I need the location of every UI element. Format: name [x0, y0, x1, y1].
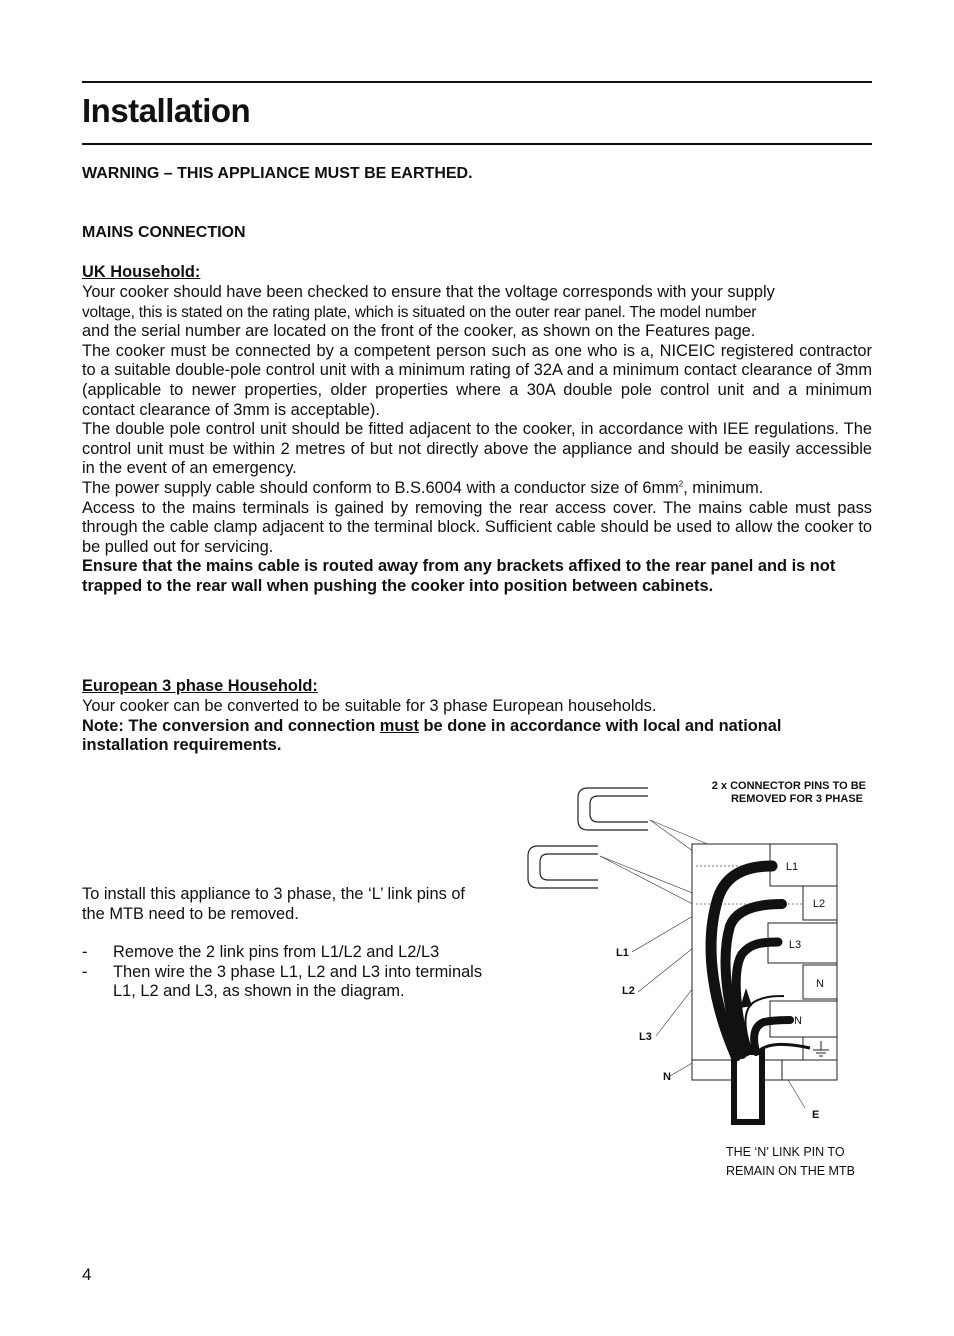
terminal-label: L3: [788, 939, 802, 951]
n-link-pin-note-line-2: REMAIN ON THE MTB: [726, 1164, 855, 1178]
step-marker: -: [82, 943, 88, 961]
n-link-pin-note: [726, 1143, 886, 1181]
uk-para-2: The cooker must be connected by a competent person such as one who is a, NICEIC registered contractor to a suitable double-pole control unit with a minimum rating of 32A and a minimum contact clearance of 3mm (applicable to newer properties, older properties where a 30A double pole control unit and a minimum contact clearance of 3mm is acceptable).: [82, 341, 872, 419]
list-item: [82, 963, 502, 1002]
eu-note-text: Note: The conversion and connection: [82, 716, 380, 735]
wiring-diagram: [520, 770, 880, 1140]
step-list: [82, 943, 502, 1002]
earth-warning: WARNING – THIS APPLIANCE MUST BE EARTHED.: [82, 165, 473, 182]
step-text: Then wire the 3 phase L1, L2 and L3 into terminals L1, L2 and L3, as shown in the diagram.: [113, 962, 483, 1001]
terminal-label: L2: [812, 898, 826, 910]
list-item: [82, 943, 502, 963]
uk-para-4-end: , minimum.: [683, 478, 764, 497]
uk-para-1b: voltage, this is stated on the rating plate, which is situated on the outer rear panel. The model number: [82, 303, 757, 321]
uk-para-6: Ensure that the mains cable is routed away from any brackets affixed to the rear panel and is not trapped to the rear wall when pushing the cooker into position between cabinets.: [82, 557, 836, 595]
eu-note: [82, 717, 872, 756]
n-link-pin-note-line-1: THE ‘N’ LINK PIN TO: [726, 1145, 845, 1159]
uk-para-1c: and the serial number are located on the front of the cooker, as shown on the Features page.: [82, 322, 756, 341]
terminal-label: N: [794, 1015, 802, 1027]
connector-pin-icon: [578, 788, 648, 830]
uk-para-4-sup: 2: [678, 479, 684, 489]
uk-para-3: The double pole control unit should be fitted adjacent to the cooker, in accordance with IEE regulations. The control unit must be within 2 metres of but not directly above the appliance and should be easily accessible in the event of an emergency.: [82, 420, 872, 478]
wire-label: E: [812, 1109, 820, 1121]
step-text: Remove the 2 link pins from L1/L2 and L2/L3: [113, 943, 440, 961]
uk-para-4: [82, 479, 872, 499]
terminal-label: N: [816, 978, 824, 990]
eu-note-must: must: [379, 716, 419, 735]
install-instruction: To install this appliance to 3 phase, the ‘L’ link pins of the MTB need to be removed.: [82, 885, 465, 923]
title-rule: [82, 143, 872, 145]
terminal-label: L1: [785, 861, 799, 873]
page-title: Installation: [82, 92, 251, 129]
mains-connection-heading: MAINS CONNECTION: [82, 224, 246, 241]
uk-household-body: [82, 283, 872, 597]
page-number: 4: [82, 1265, 92, 1284]
diagram-caption-line-1: 2 x CONNECTOR PINS TO BE: [711, 780, 866, 792]
top-rule: [82, 81, 872, 83]
uk-para-5: Access to the mains terminals is gained by removing the rear access cover. The mains cable must pass through the cable clamp adjacent to the terminal block. Sufficient cable should be used to allow the cooker to be pulled out for servicing.: [82, 498, 872, 556]
uk-para-1a: Your cooker should have been checked to ensure that the voltage corresponds with your supply: [82, 283, 775, 301]
wire-label: N: [663, 1071, 671, 1083]
wire-label: L3: [639, 1031, 652, 1043]
eu-household-heading: European 3 phase Household:: [82, 677, 318, 695]
wire-label: L1: [616, 947, 629, 959]
step-marker: -: [82, 962, 88, 981]
uk-para-4-text: The power supply cable should conform to B.S.6004 with a conductor size of 6mm: [82, 478, 679, 497]
diagram-caption-line-2: REMOVED FOR 3 PHASE: [730, 793, 863, 805]
eu-note-end: be done in accordance with local and national installation requirements.: [82, 716, 782, 755]
connector-pin-icon: [528, 846, 598, 888]
uk-household-heading: UK Household:: [82, 263, 201, 281]
eu-para-1: Your cooker can be converted to be suitable for 3 phase European households.: [82, 697, 657, 715]
eu-household-body: [82, 697, 872, 756]
wire-label: L2: [622, 985, 635, 997]
